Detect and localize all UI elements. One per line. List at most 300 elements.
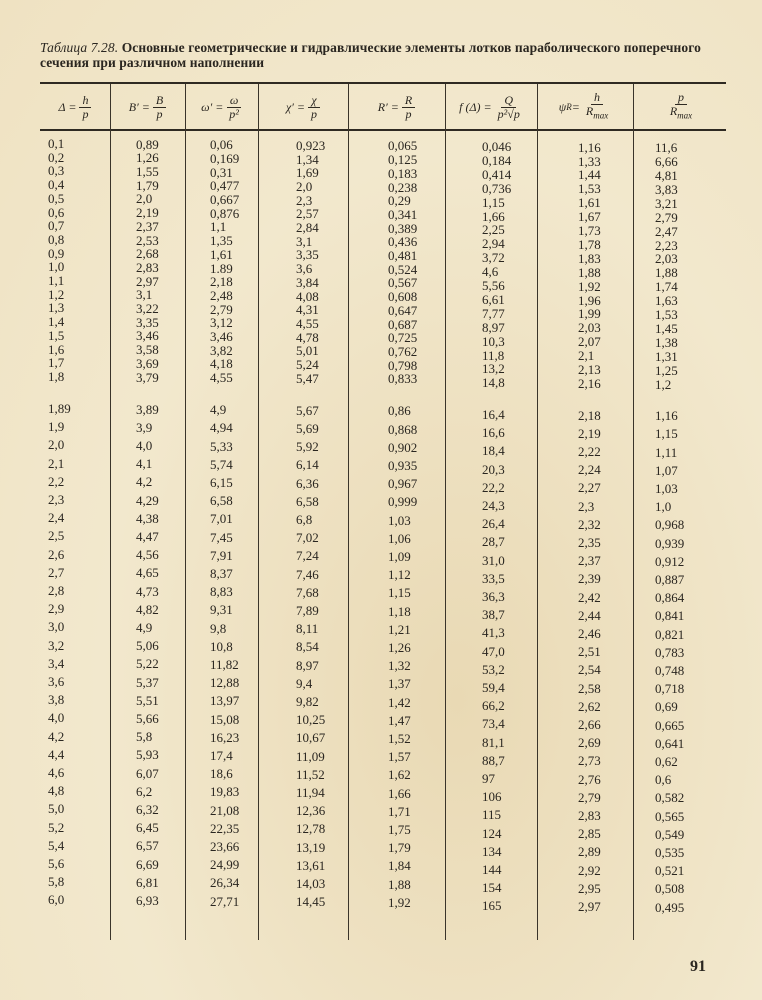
table-cell: 6,81 (136, 874, 159, 890)
table-cell: 5,8 (136, 729, 153, 745)
table-cell: 1,45 (655, 320, 678, 336)
table-cell: 1,33 (578, 153, 601, 169)
table-cell: 73,4 (482, 716, 505, 732)
table-cell: 5,6 (48, 856, 65, 871)
table-cell: 4,47 (136, 529, 159, 544)
table-cell: 0,923 (296, 137, 326, 153)
table-cell: 4,9 (136, 620, 153, 635)
table-cell: 6,8 (296, 512, 313, 527)
table-cell: 10,3 (482, 333, 505, 349)
table-cell: 13,61 (296, 857, 326, 873)
table-top-rule (40, 82, 726, 84)
table-cell: 0,902 (388, 439, 418, 455)
table-cell: 2,37 (136, 218, 159, 234)
table-cell: 2,03 (578, 320, 601, 336)
table-cell: 7,89 (296, 603, 319, 618)
table-cell: 3,4 (48, 655, 65, 671)
table-cell: 1,89 (48, 401, 71, 416)
table-cell: 2,4 (48, 510, 65, 526)
table-cell: 2,13 (578, 362, 601, 377)
table-cell: 3,69 (136, 355, 159, 371)
table-cell: 1,6 (48, 341, 65, 357)
table-cell: 2,32 (578, 516, 601, 532)
table-cell: 1,52 (388, 731, 411, 746)
column-divider (633, 84, 634, 940)
header-lhs: Δ = (58, 99, 77, 114)
table-cell: 2,1 (48, 455, 65, 471)
table-cell: 0,833 (388, 371, 418, 387)
table-cell: 5,69 (296, 421, 319, 436)
table-cell: 4,29 (136, 492, 159, 508)
table-cell: 11,8 (482, 347, 505, 363)
table-cell: 3,83 (655, 181, 678, 197)
table-cell: 1,88 (578, 264, 601, 280)
table-cell: 36,3 (482, 589, 505, 604)
table-cell: 2,0 (296, 178, 313, 194)
table-cell: 4,9 (210, 402, 227, 418)
table-cell: 1,99 (578, 306, 601, 322)
table-cell: 1,47 (388, 712, 411, 728)
table-cell: 1,16 (578, 139, 601, 155)
table-cell: 1,03 (655, 481, 678, 496)
column-divider (185, 84, 186, 940)
table-cell: 3,35 (136, 314, 159, 330)
table-cell: 4,2 (48, 728, 65, 744)
header-lhs: ψ (558, 99, 567, 114)
table-cell: 5,74 (210, 456, 233, 472)
table-cell: 1,0 (48, 259, 65, 275)
header-bottom-rule (40, 129, 726, 131)
table-cell: 1,5 (48, 327, 65, 343)
table-cell: 0,8 (48, 231, 65, 247)
table-cell: 2,22 (578, 444, 601, 459)
table-cell: 9,8 (210, 620, 227, 636)
table-cell: 1,16 (655, 408, 678, 424)
header-fraction (583, 91, 611, 122)
header-denominator: p (405, 106, 412, 121)
table-cell: 1,79 (388, 840, 411, 856)
column-divider (110, 84, 111, 940)
table-cell: 7,77 (482, 305, 505, 321)
table-cell: 7,46 (296, 566, 319, 582)
table-cell: 0,436 (388, 234, 418, 250)
table-cell: 3,46 (136, 328, 159, 344)
header-numerator: p (675, 91, 687, 105)
table-cell: 165 (482, 898, 502, 914)
table-cell: 28,7 (482, 534, 505, 550)
header-fraction (79, 94, 91, 121)
table-cell: 0,065 (388, 138, 418, 154)
table-cell: 0,868 (388, 421, 418, 437)
table-cell: 5,66 (136, 711, 159, 726)
table-cell: 26,4 (482, 516, 505, 532)
table-cell: 0,935 (388, 458, 418, 473)
column-header (537, 86, 633, 128)
table-cell: 1,03 (388, 512, 411, 528)
header-lhs-subscript: R (566, 102, 572, 112)
table-cell: 24,3 (482, 498, 505, 513)
table-cell: 97 (482, 771, 495, 786)
table-cell: 3,82 (210, 342, 233, 358)
table-cell: 0,183 (388, 165, 418, 181)
table-cell: 7,02 (296, 530, 319, 546)
table-cell: 12,36 (296, 803, 326, 819)
table-cell: 0,967 (388, 476, 418, 492)
table-cell: 2,2 (48, 473, 65, 489)
table-cell: 0,718 (655, 681, 685, 697)
table-cell: 3,58 (136, 342, 159, 358)
table-cell: 154 (482, 880, 502, 896)
table-cell: 1,42 (388, 694, 411, 710)
table-cell: 2,25 (482, 222, 505, 238)
table-cell: 2,68 (136, 246, 159, 262)
table-cell: 5,0 (48, 801, 65, 817)
table-cell: 3,6 (48, 674, 65, 689)
table-cell: 1,92 (578, 278, 601, 294)
header-denominator: p (82, 106, 89, 121)
table-cell: 2,3 (296, 192, 313, 208)
table-cell: 0,238 (388, 179, 418, 195)
table-cell: 12,88 (210, 675, 240, 691)
header-numerator: χ (308, 94, 319, 108)
table-cell: 1,84 (388, 858, 411, 874)
header-denominator: p²√p (497, 106, 520, 121)
table-cell: 6,61 (482, 291, 505, 307)
table-cell: 1,61 (210, 246, 233, 262)
table-cell: 0,3 (48, 163, 65, 179)
header-lhs: B′ = (128, 99, 150, 114)
table-cell: 0,821 (655, 626, 685, 642)
table-cell: 1,67 (578, 209, 601, 225)
table-cell: 3,8 (48, 692, 65, 708)
table-cell: 13,2 (482, 361, 505, 377)
table-cell: 2,54 (578, 662, 601, 678)
column-divider (445, 84, 446, 940)
table-cell: 0,876 (210, 205, 240, 221)
table-cell: 19,83 (210, 784, 240, 800)
header-fraction (667, 91, 695, 122)
table-cell: 4,55 (296, 315, 319, 331)
table-cell: 4,18 (210, 356, 233, 372)
table-cell: 1,06 (388, 530, 411, 546)
header-lhs: f (Δ) = (459, 99, 492, 114)
table-cell: 0,665 (655, 717, 685, 733)
header-lhs: R′ = (377, 99, 399, 114)
table-cell: 0,736 (482, 180, 512, 196)
table-cell: 1,25 (655, 362, 678, 378)
header-denominator: R (585, 104, 594, 119)
table-cell: 1,0 (655, 499, 672, 515)
column-header (185, 86, 258, 128)
table-cell: 1,83 (578, 250, 601, 266)
table-cell: 11,09 (296, 748, 325, 764)
table-cell: 1,1 (48, 273, 65, 288)
table-cell: 0,582 (655, 790, 685, 806)
table-cell: 0,1 (48, 136, 65, 151)
header-denominator-subscript: max (677, 110, 693, 121)
table-cell: 1,53 (655, 307, 678, 322)
table-cell: 0,687 (388, 316, 418, 332)
table-cell: 47,0 (482, 643, 505, 659)
table-cell: 2,69 (578, 735, 601, 751)
table-cell: 0,341 (388, 206, 418, 222)
table-cell: 0,647 (388, 302, 418, 318)
table-cell: 0,62 (655, 754, 678, 769)
table-cell: 2,39 (578, 571, 601, 587)
table-cell: 2,84 (296, 220, 319, 235)
table-cell: 6,66 (655, 154, 678, 170)
table-cell: 2,3 (578, 498, 595, 514)
table-cell: 5,8 (48, 874, 65, 890)
table-cell: 4,2 (136, 474, 153, 490)
table-cell: 21,08 (210, 802, 240, 818)
table-cell: 3,89 (136, 401, 159, 417)
table-cell: 3,9 (136, 419, 153, 435)
table-cell: 5,92 (296, 439, 319, 455)
table-cell: 81,1 (482, 734, 505, 750)
table-cell: 2,19 (136, 205, 159, 221)
table-cell: 1,88 (388, 876, 411, 892)
table-cell: 6,0 (48, 892, 65, 908)
table-cell: 1,38 (655, 334, 678, 350)
table-cell: 4,55 (210, 370, 233, 386)
table-cell: 6,57 (136, 838, 159, 854)
table-cell: 0,4 (48, 177, 65, 193)
table-cell: 0,046 (482, 139, 512, 154)
header-numerator: B (153, 94, 166, 108)
table-cell: 0,725 (388, 330, 418, 346)
table-cell: 2,8 (48, 583, 65, 598)
table-cell: 7,45 (210, 529, 233, 545)
table-cell: 5,37 (136, 674, 159, 690)
table-cell: 24,99 (210, 857, 240, 873)
table-cell: 1,15 (388, 585, 411, 601)
table-cell: 1.89 (210, 260, 233, 276)
table-cell: 4,78 (296, 329, 319, 345)
table-cell: 3,72 (482, 250, 505, 266)
header-denominator: p² (229, 106, 239, 121)
table-cell: 6,07 (136, 765, 159, 781)
table-cell: 3,2 (48, 637, 65, 653)
table-cell: 1,09 (388, 549, 411, 564)
table-cell: 2,95 (578, 880, 601, 896)
table-cell: 5,01 (296, 343, 319, 359)
table-cell: 22,35 (210, 820, 240, 836)
table-cell: 2,23 (655, 237, 678, 253)
table-cell: 4,4 (48, 746, 65, 762)
table-cell: 2,47 (655, 223, 678, 239)
table-cell: 1,75 (388, 822, 411, 837)
table-cell: 1,78 (578, 236, 601, 252)
column-header (633, 86, 726, 128)
table-cell: 1,1 (210, 219, 227, 235)
table-cell: 4,1 (136, 456, 153, 472)
table-cell: 0,608 (388, 289, 418, 305)
table-cell: 0,125 (388, 152, 418, 168)
column-header (445, 86, 537, 128)
table-cell: 26,34 (210, 875, 240, 891)
table-cell: 13,97 (210, 693, 240, 709)
column-header (348, 86, 445, 128)
header-numerator: ω (227, 94, 241, 108)
table-cell: 2,89 (578, 844, 601, 860)
table-cell: 1,61 (578, 195, 601, 211)
column-header (110, 86, 185, 128)
table-cell: 5,67 (296, 402, 319, 418)
table-cell: 1,35 (210, 233, 233, 249)
header-numerator: Q (501, 94, 516, 108)
table-cell: 4,6 (48, 765, 65, 780)
table-cell: 53,2 (482, 661, 505, 677)
table-cell: 1,69 (296, 165, 319, 181)
table-cell: 23,66 (210, 839, 240, 854)
header-lhs: χ′ = (285, 99, 305, 114)
table-cell: 0,667 (210, 192, 240, 207)
table-cell: 1,44 (578, 167, 601, 183)
table-cell: 2,53 (136, 232, 159, 248)
table-cell: 0,783 (655, 644, 685, 660)
table-cell: 12,78 (296, 821, 326, 837)
table-cell: 1,34 (296, 151, 319, 167)
table-cell: 1,73 (578, 223, 601, 238)
table-cell: 2,94 (482, 236, 505, 252)
table-cell: 1,37 (388, 676, 411, 692)
header-equals: = (571, 99, 580, 114)
table-cell: 5,4 (48, 837, 65, 853)
table-cell: 20,3 (482, 461, 505, 477)
table-cell: 0,06 (210, 137, 233, 153)
column-header (258, 86, 348, 128)
table-cell: 5,93 (136, 747, 159, 763)
table-cell: 2,79 (210, 301, 233, 317)
table-cell: 10,25 (296, 712, 326, 728)
table-title: Основные геометрические и гидравлические элементы лотков параболического поперечного сечения при различном наполнении (40, 40, 702, 70)
table-cell: 2,51 (578, 644, 601, 660)
table-cell: 8,11 (296, 621, 319, 637)
table-cell: 2,03 (655, 251, 678, 267)
table-cell: 2,57 (296, 206, 319, 222)
table-cell: 2,73 (578, 753, 601, 769)
table-cell: 0,567 (388, 275, 418, 291)
header-numerator: R (402, 94, 415, 108)
table-cell: 5,51 (136, 692, 159, 708)
table-cell: 115 (482, 807, 502, 823)
table-cell: 0,521 (655, 863, 685, 879)
table-cell: 2,44 (578, 607, 601, 623)
table-cell: 10,67 (296, 730, 326, 746)
table-cell: 59,4 (482, 680, 505, 695)
table-cell: 5,06 (136, 638, 159, 654)
table-cell: 2,83 (578, 808, 601, 823)
table-cell: 9,31 (210, 602, 233, 618)
table-cell: 2,5 (48, 528, 65, 544)
table-cell: 0,999 (388, 494, 418, 510)
table-cell: 0,5 (48, 190, 65, 206)
table-cell: 2,66 (578, 717, 601, 732)
header-fraction (226, 94, 242, 121)
table-cell: 2,76 (578, 771, 601, 787)
table-cell: 3,22 (136, 301, 159, 316)
table-cell: 3,0 (48, 619, 65, 635)
table-cell: 0,31 (210, 164, 233, 180)
table-cell: 4,73 (136, 583, 159, 599)
table-cell: 1,96 (578, 292, 601, 308)
table-cell: 2,46 (578, 626, 601, 641)
table-cell: 7,24 (296, 548, 319, 564)
table-cell: 2,16 (578, 375, 601, 391)
table-cell: 0,69 (655, 699, 678, 715)
table-cell: 11,6 (655, 140, 678, 156)
table-cell: 4,82 (136, 601, 159, 617)
table-cell: 0,762 (388, 343, 418, 359)
table-cell: 1,07 (655, 462, 678, 478)
table-cell: 6,2 (136, 783, 153, 799)
table-cell: 1,4 (48, 314, 65, 330)
table-cell: 4,81 (655, 168, 678, 183)
table-cell: 2,48 (210, 287, 233, 303)
table-cell: 33,5 (482, 570, 505, 586)
table-cell: 0,184 (482, 152, 512, 168)
column-divider (537, 84, 538, 940)
table-cell: 1,66 (388, 785, 411, 801)
table-cell: 3,46 (210, 329, 233, 344)
table-cell: 1,9 (48, 419, 65, 435)
table-cell: 16,6 (482, 425, 505, 441)
table-cell: 2,3 (48, 492, 65, 507)
table-cell: 0,549 (655, 826, 685, 842)
table-cell: 2,18 (578, 407, 601, 423)
table-cell: 11,94 (296, 785, 325, 800)
table-cell: 5,22 (136, 656, 159, 672)
table-cell: 2,0 (136, 191, 153, 207)
table-cell: 0,29 (388, 193, 411, 209)
table-cell: 1,55 (136, 164, 159, 179)
table-cell: 1,62 (388, 767, 411, 783)
table-cell: 0,798 (388, 357, 418, 373)
table-cell: 3,84 (296, 274, 319, 290)
table-cell: 3,12 (210, 315, 233, 331)
table-cell: 13,19 (296, 839, 326, 855)
table-cell: 2,92 (578, 862, 601, 878)
table-cell: 1,21 (388, 621, 411, 637)
table-cell: 5,2 (48, 819, 65, 835)
table-cell: 2,79 (655, 209, 678, 225)
table-number: Таблица 7.28. (40, 40, 119, 55)
table-cell: 3,79 (136, 369, 159, 385)
table-cell: 4,56 (136, 547, 159, 563)
table-cell: 18,4 (482, 443, 505, 459)
table-cell: 1,66 (482, 208, 505, 224)
table-cell: 0,841 (655, 608, 685, 624)
table-cell: 1,26 (136, 150, 159, 166)
header-fraction (153, 94, 166, 121)
table-cell: 10,8 (210, 638, 233, 654)
header-denominator (583, 105, 611, 122)
table-cell: 0,508 (655, 881, 685, 897)
table-cell: 0,864 (655, 590, 685, 606)
table-cell: 0,939 (655, 535, 685, 551)
table-cell: 6,36 (296, 475, 319, 491)
table-cell: 2,24 (578, 462, 601, 478)
table-cell: 0,887 (655, 572, 685, 587)
table-cell: 144 (482, 862, 502, 877)
table-cell: 1,2 (48, 286, 65, 302)
table-cell: 1,7 (48, 355, 65, 371)
header-numerator: h (591, 91, 603, 105)
column-divider (348, 84, 349, 940)
table-cell: 1,3 (48, 300, 65, 316)
table-cell: 0,9 (48, 245, 65, 261)
